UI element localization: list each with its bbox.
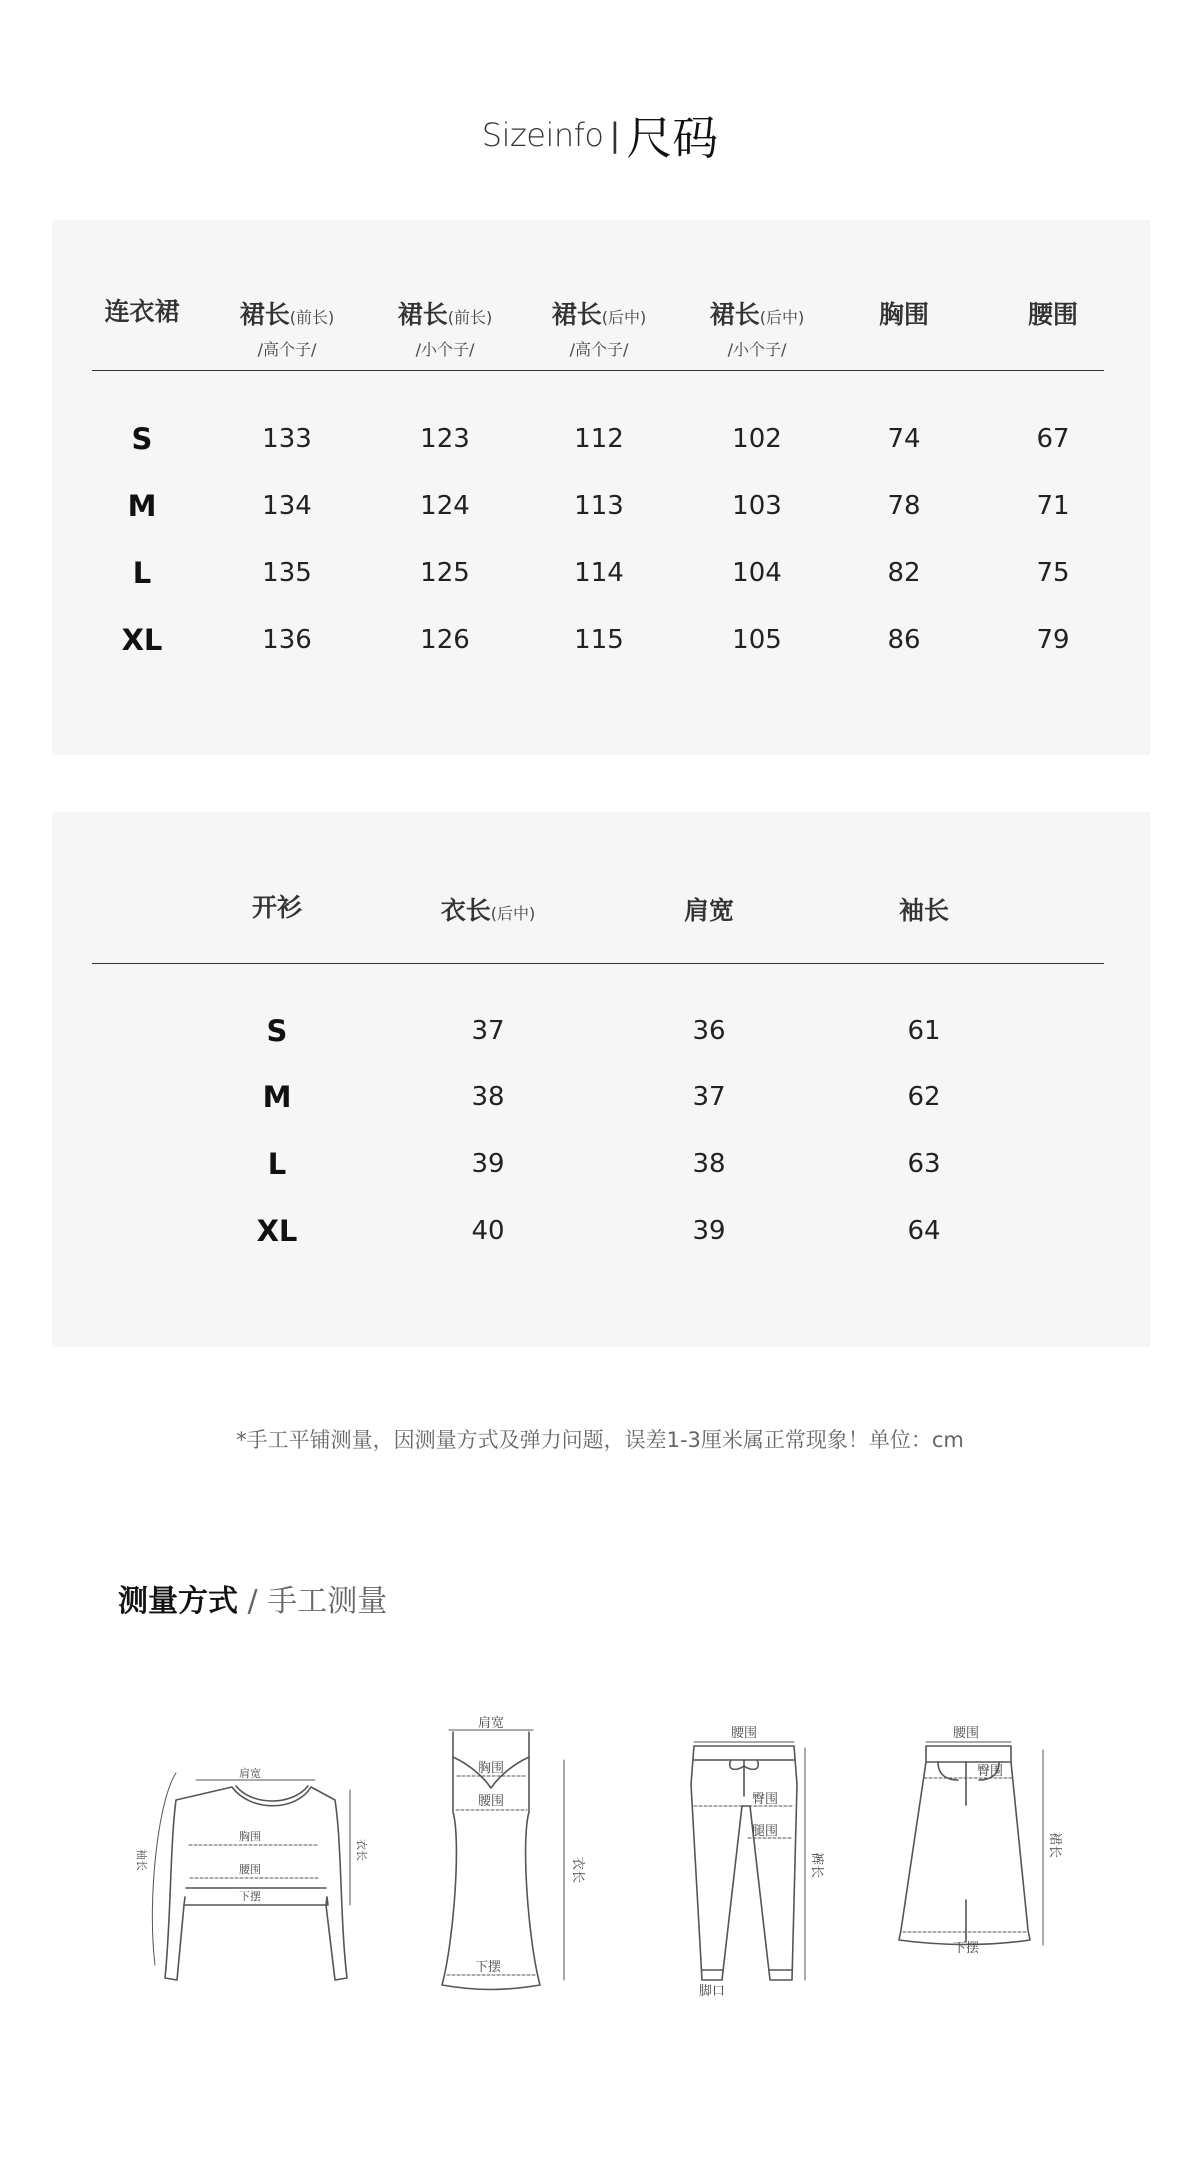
skirt-hip-label: 臀围 [976, 1764, 1004, 1779]
dress-header-waist: 腰围 [1027, 300, 1079, 329]
dress-cell: 82 [887, 558, 921, 588]
dress-cell: 136 [262, 625, 312, 655]
dress-row-size: M [127, 489, 157, 523]
pants-diagram [691, 1726, 824, 1999]
cardigan-shoulder-label: 肩宽 [239, 1767, 261, 1780]
measurement-note: *手工平铺测量，因测量方式及弹力问题，误差1-3厘米属正常现象！单位：cm [236, 1428, 964, 1452]
dress-size-table [52, 220, 1150, 755]
cardigan-waist-label: 腰围 [239, 1863, 261, 1876]
cardigan-hem-label: 下摆 [239, 1890, 261, 1903]
title-cn: 尺码 [626, 111, 719, 165]
dress-cell: 75 [1036, 558, 1070, 588]
cardigan-header-shoulder: 肩宽 [683, 896, 735, 925]
dress-cell: 125 [420, 558, 470, 588]
dress-header-back-length-petite: 裙长(后中) /小个子/ [709, 300, 805, 359]
dress-header-front-length-tall: 裙长(前长) /高个子/ [239, 300, 335, 359]
cardigan-row-size: L [267, 1147, 287, 1181]
title-en: Sizeinfo [481, 116, 604, 154]
dress-length-label: 衣长 [570, 1856, 585, 1884]
pants-length-label: 裤长 [809, 1851, 824, 1879]
skirt-length-label: 裙长 [1047, 1831, 1062, 1859]
cardigan-header-type: 开衫 [251, 893, 303, 922]
cardigan-cell: 38 [471, 1082, 505, 1112]
cardigan-row-size: XL [256, 1214, 298, 1248]
dress-cell: 113 [574, 491, 624, 521]
cardigan-cell: 37 [692, 1082, 726, 1112]
dress-shoulder-label: 肩宽 [477, 1716, 505, 1731]
skirt-hem-label: 下摆 [952, 1941, 980, 1956]
dress-header-front-length-petite: 裙长(前长) /小个子/ [397, 300, 493, 359]
cardigan-size-table [52, 812, 1150, 1347]
cardigan-cell: 40 [471, 1216, 505, 1246]
cardigan-cell: 39 [692, 1216, 726, 1246]
dress-cell: 135 [262, 558, 312, 588]
pants-leg-opening-label: 脚口 [698, 1984, 726, 1999]
title-separator: | [609, 116, 621, 154]
dress-row-size: S [131, 422, 153, 456]
dress-cell: 74 [887, 424, 921, 454]
pants-hip-label: 臀围 [751, 1792, 779, 1807]
cardigan-cell: 64 [907, 1216, 941, 1246]
cardigan-row-size: S [266, 1014, 288, 1048]
dress-cell: 79 [1036, 625, 1070, 655]
skirt-diagram [899, 1726, 1062, 1956]
dress-header-divider [92, 370, 1104, 371]
dress-cell: 86 [887, 625, 921, 655]
page-title [0, 102, 1200, 168]
cardigan-sleeve-label: 袖长 [135, 1849, 148, 1871]
dress-cell: 112 [574, 424, 624, 454]
cardigan-row-size: M [262, 1080, 292, 1114]
cardigan-header-length: 衣长(后中) [440, 896, 536, 925]
dress-cell: 78 [887, 491, 921, 521]
dress-header-chest: 胸围 [878, 300, 930, 329]
dress-cell: 123 [420, 424, 470, 454]
dress-header-type: 连衣裙 [104, 297, 180, 326]
cardigan-header-divider [92, 963, 1104, 964]
dress-waist-label: 腰围 [477, 1794, 505, 1809]
dress-row-size: XL [121, 623, 163, 657]
dress-cell: 71 [1036, 491, 1070, 521]
dress-diagram [442, 1716, 585, 1990]
pants-waist-label: 腰围 [730, 1726, 758, 1741]
dress-header-back-length-tall: 裙长(后中) /高个子/ [551, 300, 647, 359]
cardigan-cell: 36 [692, 1016, 726, 1046]
cardigan-diagram [135, 1766, 368, 1980]
cardigan-cell: 37 [471, 1016, 505, 1046]
cardigan-cell: 62 [907, 1082, 941, 1112]
pants-thigh-label: 腿围 [751, 1824, 779, 1839]
dress-row-size: L [132, 556, 152, 590]
measurement-diagrams [0, 1660, 1200, 2020]
cardigan-cell: 38 [692, 1149, 726, 1179]
cardigan-cell: 61 [907, 1016, 941, 1046]
dress-hem-label: 下摆 [474, 1960, 502, 1975]
skirt-waist-label: 腰围 [952, 1726, 980, 1741]
cardigan-length-label: 衣长 [355, 1839, 368, 1861]
dress-cell: 102 [732, 424, 782, 454]
dress-cell: 105 [732, 625, 782, 655]
cardigan-cell: 39 [471, 1149, 505, 1179]
dress-cell: 104 [732, 558, 782, 588]
cardigan-chest-label: 胸围 [239, 1830, 261, 1843]
dress-cell: 133 [262, 424, 312, 454]
dress-cell: 114 [574, 558, 624, 588]
dress-cell: 126 [420, 625, 470, 655]
cardigan-cell: 63 [907, 1149, 941, 1179]
method-heading [118, 1576, 387, 1620]
dress-cell: 124 [420, 491, 470, 521]
dress-cell: 115 [574, 625, 624, 655]
cardigan-header-sleeve: 袖长 [898, 896, 950, 925]
dress-cell: 67 [1036, 424, 1070, 454]
method-heading-bold: 测量方式 [118, 1584, 238, 1619]
dress-chest-label: 胸围 [477, 1761, 505, 1776]
dress-cell: 103 [732, 491, 782, 521]
method-heading-light: / 手工测量 [247, 1584, 388, 1619]
dress-cell: 134 [262, 491, 312, 521]
